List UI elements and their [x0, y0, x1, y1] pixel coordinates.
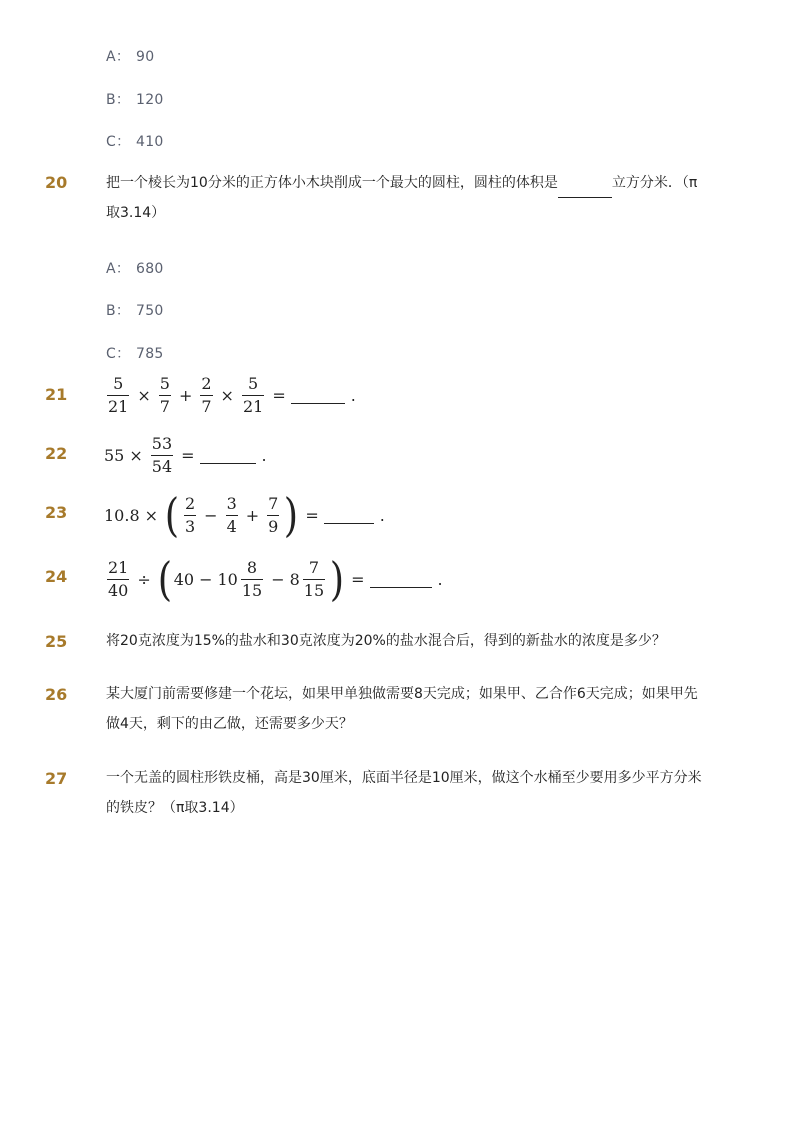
math-token: 5 — [113, 374, 124, 393]
math-token: . — [350, 386, 356, 405]
math-token: . — [379, 505, 385, 525]
math-token: 21 — [242, 397, 264, 416]
question-text: 某大厦门前需要修建一个花坛，如果甲单独做需要8天完成；如果甲、乙合作6天完成；如果甲先 做4天，剩下的由乙做，还需要多少天？ — [106, 686, 698, 732]
math-token: = — [181, 446, 195, 465]
math-token: 5 — [248, 374, 259, 393]
math-token: = — [351, 569, 365, 589]
answer-blank — [558, 179, 612, 198]
math-token: × — [129, 446, 143, 465]
math-token: 40 — [173, 569, 195, 589]
math-token: × — [220, 386, 234, 405]
math-token: 9 — [268, 516, 279, 536]
math-expression — [104, 436, 267, 475]
fraction — [159, 376, 171, 415]
math-token: 10 — [217, 569, 238, 589]
math-token: 7 — [159, 397, 170, 416]
math-token: . — [261, 446, 267, 465]
option-a: A： 680 — [106, 261, 164, 277]
math-token: × — [144, 505, 159, 525]
math-token: = — [272, 386, 286, 405]
option-c: C： 785 — [106, 346, 164, 362]
fraction — [242, 376, 264, 415]
question-number: 24 — [45, 567, 68, 586]
math-token: ) — [329, 552, 345, 606]
math-token: 8 — [246, 557, 258, 577]
math-token: + — [245, 505, 260, 525]
math-token: 21 — [108, 397, 129, 416]
question-number: 23 — [45, 503, 68, 522]
fraction — [303, 557, 325, 600]
math-token: . — [437, 569, 443, 589]
math-token: 15 — [241, 580, 263, 600]
math-token: 7 — [201, 397, 212, 416]
math-token: 55 — [104, 446, 125, 465]
math-token: = — [305, 505, 319, 525]
math-token: 15 — [303, 580, 325, 600]
question-number: 20 — [45, 173, 68, 192]
option-b: B： 750 — [106, 303, 164, 319]
fraction — [226, 493, 238, 536]
math-token: ( — [164, 488, 180, 542]
math-expression — [104, 376, 356, 415]
math-token: 53 — [151, 434, 173, 453]
option-a: A： 90 — [106, 49, 155, 65]
answer-blank — [324, 507, 374, 524]
math-token: 54 — [151, 457, 173, 476]
math-token: 3 — [226, 493, 237, 513]
math-expression — [104, 552, 443, 606]
question-text: 将20克浓度为15%的盐水和30克浓度为20%的盐水混合后，得到的新盐水的浓度是多少？ — [106, 633, 666, 649]
question-number: 22 — [45, 444, 68, 463]
question-number: 26 — [45, 685, 68, 704]
math-token: ) — [284, 488, 299, 542]
fraction — [107, 376, 129, 415]
math-token: × — [137, 386, 151, 405]
math-token: 7 — [308, 557, 320, 577]
math-token: 4 — [226, 516, 237, 536]
math-expression — [104, 488, 385, 542]
math-token: ÷ — [137, 569, 151, 589]
math-token: 7 — [268, 493, 279, 513]
fraction — [267, 493, 279, 536]
question-number: 25 — [45, 632, 68, 651]
option-c: C： 410 — [106, 134, 164, 150]
math-token: 40 — [108, 580, 129, 600]
answer-blank — [200, 447, 256, 464]
answer-blank — [370, 571, 432, 588]
option-b: B： 120 — [106, 92, 164, 108]
math-token: 10.8 — [104, 505, 140, 525]
question-text: 一个无盖的圆柱形铁皮桶，高是30厘米，底面半径是10厘米，做这个水桶至少要用多少平方分米 的铁皮？（π取3.14） — [106, 770, 702, 816]
math-token: − — [199, 569, 213, 589]
fraction — [107, 557, 129, 600]
math-token: 5 — [159, 374, 170, 393]
math-token: + — [178, 386, 193, 405]
math-token: ( — [157, 552, 172, 606]
answer-blank — [291, 387, 345, 404]
question-text: 把一个棱长为10分米的正方体小木块削成一个最大的圆柱，圆柱的体积是 立方分米．（π 取3.14） — [106, 175, 698, 221]
fraction — [184, 493, 196, 536]
fraction — [151, 436, 173, 475]
question-number: 21 — [45, 385, 68, 404]
fraction — [200, 376, 212, 415]
math-token: 2 — [184, 493, 196, 513]
fraction — [241, 557, 263, 600]
math-token: 3 — [184, 516, 196, 536]
math-token: − — [271, 569, 285, 589]
math-token: 8 — [289, 569, 300, 589]
question-number: 27 — [45, 769, 68, 788]
math-token: 2 — [201, 374, 212, 393]
math-token: − — [204, 505, 218, 525]
math-token: 21 — [108, 557, 129, 577]
